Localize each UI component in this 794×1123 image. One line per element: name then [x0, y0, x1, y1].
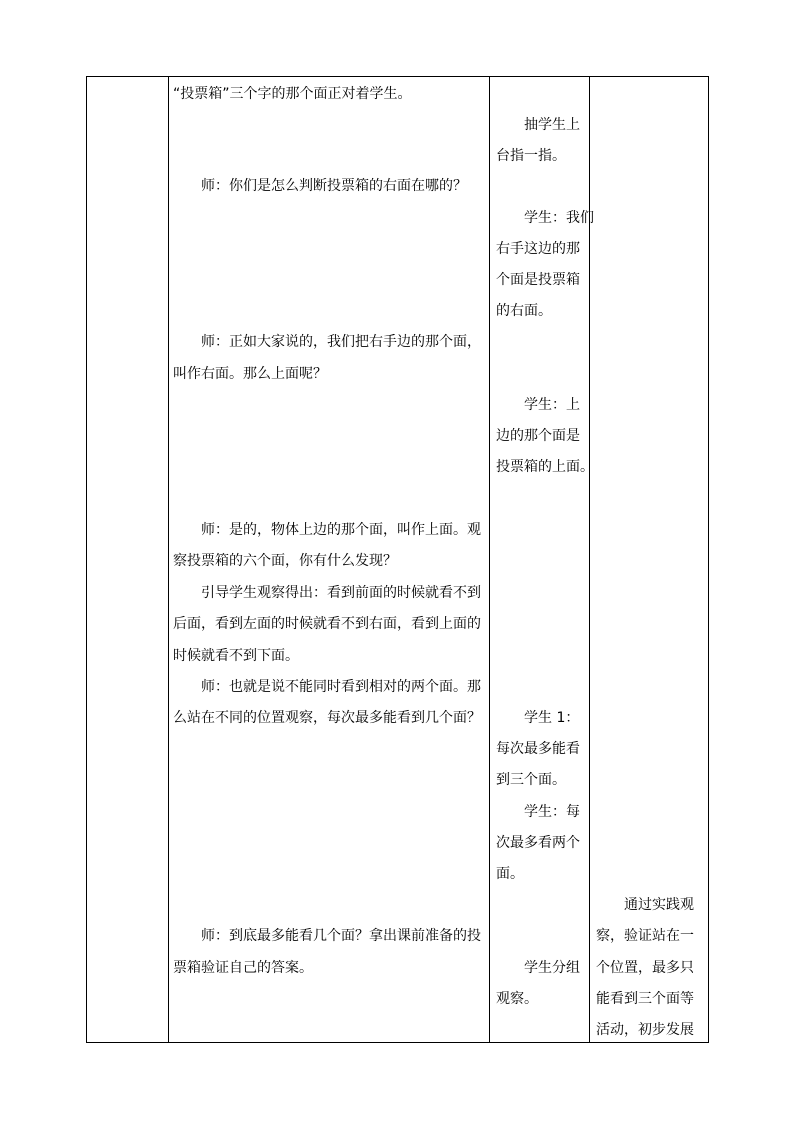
student-line: 观察。: [496, 991, 538, 1007]
student-activity-cell: [490, 77, 594, 1043]
student-line: 边的那个面是: [496, 428, 580, 444]
stage-cell: [87, 77, 169, 1043]
intent-line: 通过实践观: [596, 897, 694, 913]
process-line: 票箱验证自己的答案。: [173, 960, 313, 976]
teaching-process-cell: [169, 77, 490, 1043]
process-line: 叫作右面。那么上面呢？: [173, 366, 327, 382]
process-line: 师：是的，物体上边的那个面，叫作上面。观: [173, 522, 481, 538]
process-line: 师：也就是说不能同时看到相对的两个面。那: [173, 679, 481, 695]
student-line: 每次最多能看: [496, 741, 580, 757]
intent-line: 个位置，最多只: [596, 960, 694, 976]
student-line: 个面是投票箱: [496, 272, 580, 288]
student-line: 投票箱的上面。: [496, 459, 594, 475]
lesson-plan-table: [86, 76, 709, 1043]
student-line: 学生：我们: [496, 210, 594, 226]
student-line: 学生：每: [496, 804, 580, 820]
student-line: 学生：上: [496, 397, 580, 413]
design-intent-cell: [590, 77, 709, 1043]
student-line: 台指一指。: [496, 148, 566, 164]
student-line: 学生分组: [496, 960, 580, 976]
intent-line: 能看到三个面等: [596, 991, 694, 1007]
student-line: 右手这边的那: [496, 241, 580, 257]
process-line: 师：你们是怎么判断投票箱的右面在哪的？: [173, 178, 467, 194]
student-line: 次最多看两个: [496, 835, 580, 851]
process-line: “投票箱”三个字的那个面正对着学生。: [173, 86, 412, 102]
student-line: 到三个面。: [496, 772, 566, 788]
process-line: 师：正如大家说的，我们把右手边的那个面，: [173, 334, 481, 350]
process-line: 察投票箱的六个面，你有什么发现？: [173, 553, 397, 569]
process-line: 时候就看不到下面。: [173, 648, 299, 664]
process-line: 师：到底最多能看几个面？拿出课前准备的投: [173, 928, 481, 944]
student-line: 的右面。: [496, 303, 552, 319]
process-line: 引导学生观察得出：看到前面的时候就看不到: [173, 585, 481, 601]
student-line: 学生 1：: [496, 710, 580, 726]
intent-line: 活动，初步发展: [596, 1022, 694, 1038]
process-line: 么站在不同的位置观察，每次最多能看到几个面？: [173, 710, 481, 726]
student-line: 面。: [496, 866, 524, 882]
process-line: 后面，看到左面的时候就看不到右面，看到上面的: [173, 616, 481, 632]
intent-line: 察，验证站在一: [596, 928, 694, 944]
student-line: 抽学生上: [496, 117, 580, 133]
